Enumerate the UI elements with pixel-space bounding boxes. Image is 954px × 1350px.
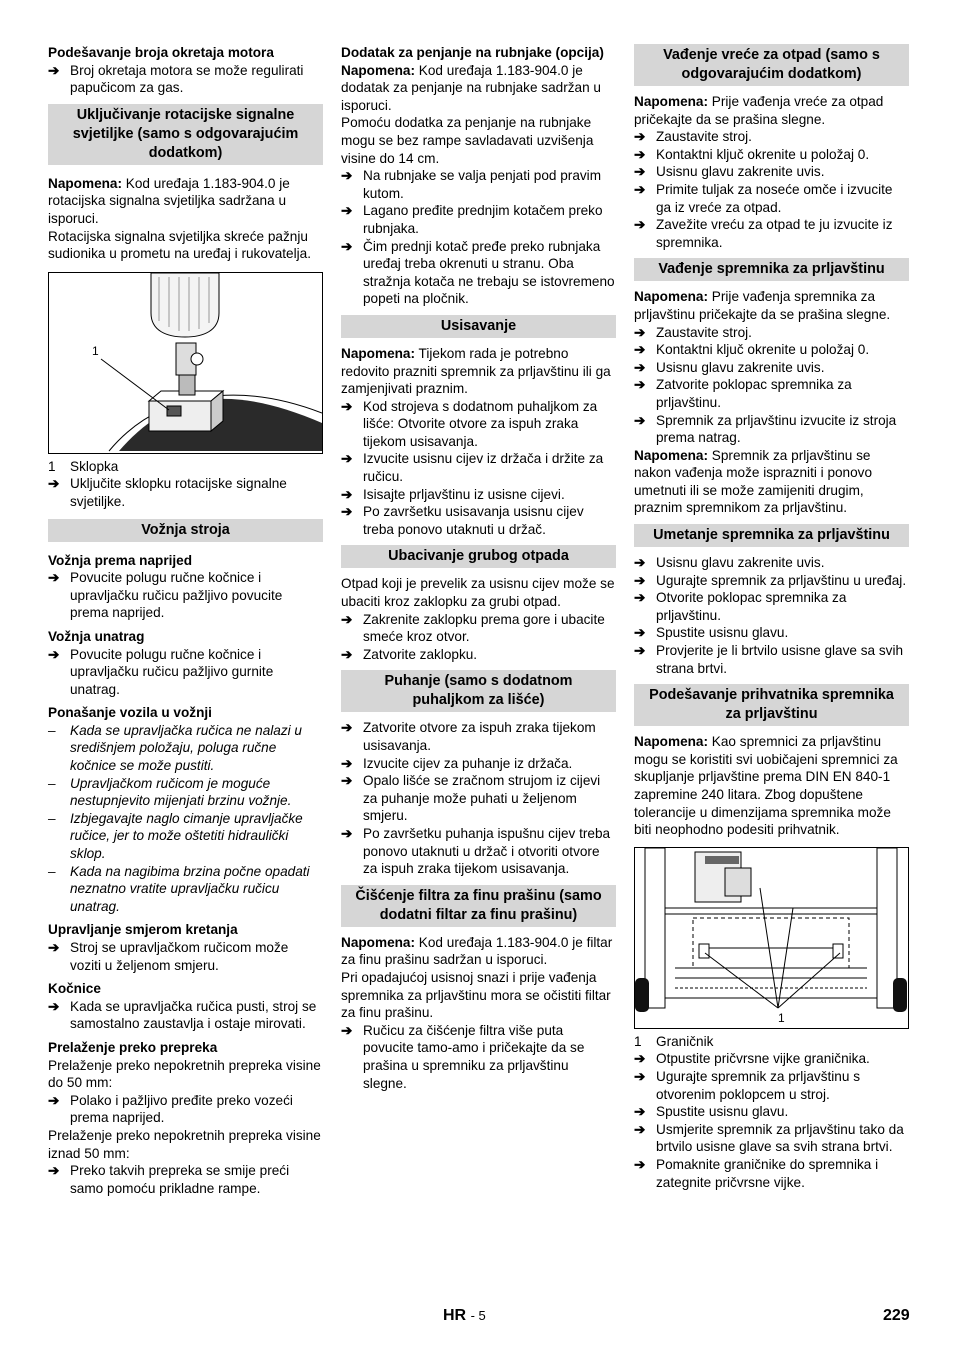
paragraph: Pomoću dodatka za penjanje na rubnjake mogu se bez rampe savladavati uzvišenja visine do 14 cm. xyxy=(341,115,594,166)
list-item: ➔ Provjerite je li brtvilo usisne glave sa svih strana brtvi. xyxy=(634,643,904,676)
arrow-icon: ➔ xyxy=(634,359,646,375)
list-item: ➔ Opalo lišće se zračnom strujom iz cijevi za puhanje može puhati u željenom smjeru. xyxy=(341,773,601,824)
arrow-icon: ➔ xyxy=(634,146,646,162)
list-item: ➔ Stroj se upravljačkom ručicom može voziti u željenom smjeru. xyxy=(48,940,289,973)
arrow-icon: ➔ xyxy=(48,998,60,1014)
list-item: ➔ Zatvorite zaklopku. xyxy=(341,646,478,662)
section-fine-dust-filter: Čišćenje filtra za finu prašinu (samo dodatni filtar za finu prašinu) xyxy=(341,885,616,927)
list-item: ➔ Na rubnjake se valja penjati pod pravim kutom. xyxy=(341,168,602,201)
list-item: ➔ Povucite polugu ručne kočnice i upravljačku ručicu pažljivo povucite prema naprijed. xyxy=(48,570,283,621)
list-item: ➔ Izvucite cijev za puhanje iz držača. xyxy=(341,755,573,771)
note: Napomena: Kao spremnici za prljavštinu mogu se koristiti svi uobičajeni spremnici za skupljanje prljavštine prema DIN EN 840-1 zapremine 240 litara. Zbog dopuštene tolerancije u dimenzijama spremnika može biti neophodno podesiti prihvatnik. xyxy=(634,734,898,838)
heading-brakes: Kočnice xyxy=(48,981,101,997)
note: Napomena: Kod uređaja 1.183-904.0 je rotacijska signalna svjetiljka sadržana u isporuci. xyxy=(48,175,290,226)
arrow-icon: ➔ xyxy=(634,217,646,233)
footer-language: HR - 5 xyxy=(443,1307,486,1324)
note: Napomena: Kod uređaja 1.183-904.0 je filtar za finu prašinu sadržan u isporuci. xyxy=(341,934,613,968)
column-1 xyxy=(48,44,323,1197)
list-item: ➔ Uključite sklopku rotacijske signalne svjetiljke. xyxy=(48,476,287,509)
arrow-icon: ➔ xyxy=(341,398,353,414)
list-item: ➔ Spustite usisnu glavu. xyxy=(634,625,789,641)
arrow-icon: ➔ xyxy=(634,164,646,180)
arrow-icon: ➔ xyxy=(634,1121,646,1137)
list-item: ➔ Zavežite vreću za otpad te ju izvucite iz spremnika. xyxy=(634,217,893,250)
list-item: ➔ Usmjerite spremnik za prljavštinu tako da brtvilo usisne glave sa svih strana brtvi. xyxy=(634,1121,904,1155)
list-item: ➔ Ručicu za čišćenje filtra više puta povucite tamo-amo i pričekajte da se prašina u spremniku za prljavštinu slegne. xyxy=(341,1022,585,1091)
arrow-icon: ➔ xyxy=(341,504,353,520)
figure-callout: 1 xyxy=(778,1010,785,1025)
arrow-icon: ➔ xyxy=(634,129,646,145)
note: Napomena: Tijekom rada je potrebno redovito prazniti spremnik za prljavštinu ili ga zamjenjivati praznim. xyxy=(341,345,611,397)
arrow-icon: ➔ xyxy=(341,755,353,771)
list-item: ➔ Otvorite poklopac spremnika za prljavštinu. xyxy=(634,590,847,623)
arrow-icon: ➔ xyxy=(341,646,353,662)
section-coarse-waste: Ubacivanje grubog otpada xyxy=(341,545,616,568)
arrow-icon: ➔ xyxy=(634,181,646,197)
list-item: ➔ Usisnu glavu zakrenite uvis. xyxy=(634,359,825,375)
column-3 xyxy=(634,44,909,1191)
arrow-icon: ➔ xyxy=(48,940,60,955)
arrow-icon: ➔ xyxy=(341,773,353,789)
list-item: ➔ Zaustavite stroj. xyxy=(634,324,752,340)
arrow-icon: ➔ xyxy=(341,825,353,841)
list-item: ➔ Kontaktni ključ okrenite u položaj 0. xyxy=(634,146,870,162)
paragraph: Prelaženje preko nepokretnih prepreka visine iznad 50 mm: xyxy=(48,1127,321,1161)
arrow-icon: ➔ xyxy=(634,590,646,606)
list-item: ➔ Pomaknite graničnike do spremnika i zategnite pričvrsne vijke. xyxy=(634,1156,879,1190)
list-item: ➔ Po završetku puhanja ispušnu cijev treba ponovo utaknuti u držač i otvoriti otvore za ispuh zraka tijekom usisavanja. xyxy=(341,825,611,877)
heading-motor-speed: Podešavanje broja okretaja motora xyxy=(48,45,274,60)
section-driving: Vožnja stroja xyxy=(48,519,323,542)
arrow-icon: ➔ xyxy=(48,646,60,662)
section-blowing: Puhanje (samo s dodatnom puhaljkom za lišće) xyxy=(341,670,616,712)
note: Napomena: Prije vađenja spremnika za prljavštinu pričekajte da se prašina slegne. xyxy=(634,289,891,322)
list-item: – Kada na nagibima brzina počne opadati neznatno vratite upravljačku ručicu unatrag. xyxy=(48,863,310,914)
list-item: ➔ Povucite polugu ručne kočnice i upravljačku ručicu pažljivo gurnite unatrag. xyxy=(48,646,274,697)
section-rotating-beacon: Uključivanje rotacijske signalne svjetiljke (samo s odgovarajućim dodatkom) xyxy=(48,104,323,165)
heading-curb-climber: Dodatak za penjanje na rubnjake (opcija) xyxy=(341,45,604,60)
arrow-icon: ➔ xyxy=(341,1022,353,1038)
figure-callout: 1 xyxy=(92,343,99,358)
list-item: ➔ Polako i pažljivo pređite preko vozeći prema naprijed. xyxy=(48,1092,293,1126)
section-remove-container: Vađenje spremnika za prljavštinu xyxy=(634,258,909,281)
heading-forward: Vožnja prema naprijed xyxy=(48,552,193,568)
list-item: ➔ Primite tuljak za noseće omče i izvucite ga iz vreće za otpad. xyxy=(634,181,893,215)
note: Napomena: Prije vađenja vreće za otpad pričekajte da se prašina slegne. xyxy=(634,94,884,127)
list-item: ➔ Preko takvih prepreka se smije preći samo pomoću prikladne rampe. xyxy=(48,1163,290,1196)
list-item: ➔ Spustite usisnu glavu. xyxy=(634,1104,789,1120)
page-number: 229 xyxy=(883,1307,910,1324)
figure-legend: 1 Graničnik xyxy=(634,1033,714,1049)
list-item: ➔ Ugurajte spremnik za prljavštinu s otvorenim poklopcem u stroj. xyxy=(634,1068,860,1102)
arrow-icon: ➔ xyxy=(341,611,353,627)
list-item: ➔ Izvucite usisnu cijev iz držača i držite za ručicu. xyxy=(341,451,604,485)
arrow-icon: ➔ xyxy=(634,1156,646,1172)
column-2 xyxy=(341,44,616,1092)
list-item: ➔ Isisajte prljavštinu iz usisne cijevi. xyxy=(341,486,565,502)
heading-steering: Upravljanje smjerom kretanja xyxy=(48,922,238,938)
list-item: ➔ Broj okretaja motora se može regulirati papučicom za gas. xyxy=(48,62,304,96)
list-item: ➔ Čim prednji kotač pređe preko rubnjaka uređaj treba okrenuti u stranu. Oba stražnja kotača ne trebaju se istovremeno popeti na pločnik. xyxy=(341,238,615,307)
arrow-icon: ➔ xyxy=(634,572,646,588)
list-item: ➔ Otpustite pričvrsne vijke graničnika. xyxy=(634,1051,870,1067)
list-item: – Upravljačkom ručicom je moguće nestupnjevito mijenjati brzinu vožnje. xyxy=(48,775,292,809)
heading-obstacles: Prelaženje preko prepreka xyxy=(48,1039,218,1055)
section-insert-container: Umetanje spremnika za prljavštinu xyxy=(634,524,909,547)
arrow-icon: ➔ xyxy=(48,476,60,492)
list-item: ➔ Kada se upravljačka ručica pusti, stroj se samostalno zaustavlja i ostaje mirovati. xyxy=(48,998,317,1032)
arrow-icon: ➔ xyxy=(634,643,646,659)
arrow-icon: ➔ xyxy=(341,168,353,184)
arrow-icon: ➔ xyxy=(634,1068,646,1084)
arrow-icon: ➔ xyxy=(48,62,60,78)
figure-container-holder xyxy=(634,847,909,1029)
arrow-icon: ➔ xyxy=(634,412,646,428)
figure-beacon-switch xyxy=(48,272,323,454)
list-item: ➔ Usisnu glavu zakrenite uvis. xyxy=(634,164,825,180)
paragraph: Pri opadajućoj usisnoj snazi i prije vađenja spremnika za prljavštinu mora se očistiti filtar za finu prašinu. xyxy=(341,969,611,1021)
list-item: – Izbjegavajte naglo cimanje upravljačke ručice, jer to može oštetiti hidraulički sklop. xyxy=(48,810,303,862)
section-waste-bag: Vađenje vreće za otpad (samo s odgovarajućim dodatkom) xyxy=(634,44,909,86)
list-item: – Kada se upravljačka ručica ne nalazi u središnjem položaju, poluga ručne kočnice se može pustiti. xyxy=(48,722,302,774)
arrow-icon: ➔ xyxy=(634,324,646,340)
list-item: ➔ Kontaktni ključ okrenite u položaj 0. xyxy=(634,342,870,358)
heading-behaviour: Ponašanje vozila u vožnji xyxy=(48,705,212,721)
list-item: ➔ Usisnu glavu zakrenite uvis. xyxy=(634,555,825,571)
list-item: ➔ Zaustavite stroj. xyxy=(634,129,752,145)
arrow-icon: ➔ xyxy=(341,486,353,502)
list-item: ➔ Zatvorite otvore za ispuh zraka tijekom usisavanja. xyxy=(341,720,596,753)
list-item: ➔ Lagano pređite prednjim kotačem preko rubnjaka. xyxy=(341,203,603,236)
note: Napomena: Spremnik za prljavštinu se nakon vađenja može isprazniti i ponovo umetnuti ili se može zamijeniti drugim, praznim spremnikom za prljavštinu. xyxy=(634,447,873,516)
arrow-icon: ➔ xyxy=(341,720,353,736)
arrow-icon: ➔ xyxy=(634,555,646,571)
figure-legend: 1 Sklopka xyxy=(48,458,119,474)
arrow-icon: ➔ xyxy=(341,238,353,254)
arrow-icon: ➔ xyxy=(634,1104,646,1120)
list-item: ➔ Ugurajte spremnik za prljavštinu u uređaj. xyxy=(634,572,907,588)
section-vacuuming: Usisavanje xyxy=(341,315,616,338)
section-adjust-holder: Podešavanje prihvatnika spremnika za prljavštinu xyxy=(634,684,909,726)
arrow-icon: ➔ xyxy=(341,451,353,467)
arrow-icon: ➔ xyxy=(341,203,353,219)
list-item: ➔ Kod strojeva s dodatnom puhaljkom za lišće: Otvorite otvore za ispuh zraka tijekom usisavanja. xyxy=(341,398,598,449)
arrow-icon: ➔ xyxy=(48,1163,60,1179)
paragraph: Otpad koji je prevelik za usisnu cijev može se ubaciti kroz zaklopku za grubi otpad. xyxy=(341,576,615,610)
paragraph: Prelaženje preko nepokretnih prepreka visine do 50 mm: xyxy=(48,1057,321,1091)
holder-illustration xyxy=(635,848,908,1028)
list-item: ➔ Zatvorite poklopac spremnika za prljavštinu. xyxy=(634,377,852,410)
paragraph: Rotacijska signalna svjetiljka skreće pažnju sudionika u prometu na uređaj i rukovatelja. xyxy=(48,228,311,262)
list-item: ➔ Po završetku usisavanja usisnu cijev treba ponovo utaknuti u držač. xyxy=(341,504,584,537)
arrow-icon: ➔ xyxy=(634,1051,646,1067)
list-item: ➔ Spremnik za prljavštinu izvucite iz stroja prema natrag. xyxy=(634,412,897,446)
arrow-icon: ➔ xyxy=(634,625,646,641)
list-item: ➔ Zakrenite zaklopku prema gore i ubacite smeće kroz otvor. xyxy=(341,611,605,645)
arrow-icon: ➔ xyxy=(48,1092,60,1108)
arrow-icon: ➔ xyxy=(634,342,646,358)
heading-reverse: Vožnja unatrag xyxy=(48,628,145,644)
note: Napomena: Kod uređaja 1.183-904.0 je dodatak za penjanje na rubnjake sadržan u isporuci. xyxy=(341,62,601,113)
arrow-icon: ➔ xyxy=(634,377,646,393)
arrow-icon: ➔ xyxy=(48,570,60,586)
beacon-illustration xyxy=(49,273,322,453)
